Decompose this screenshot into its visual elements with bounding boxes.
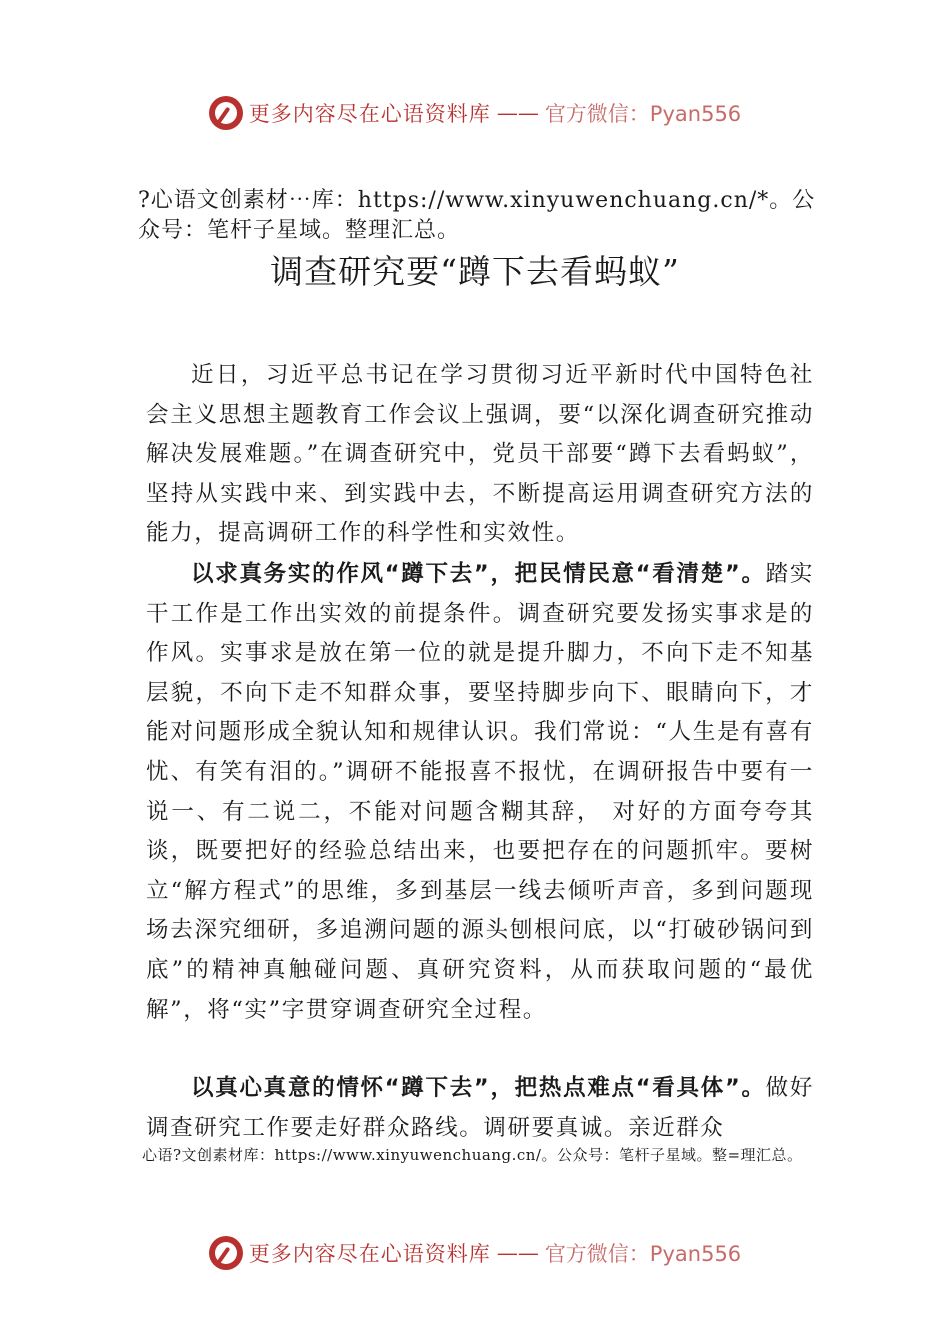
brand-logo-icon: [209, 1236, 243, 1270]
document-title: 调查研究要“蹲下去看蚂蚁”: [270, 252, 680, 291]
section-heading: 以求真务实的作风“蹲下去”，把民情民意“看清楚”。: [191, 561, 766, 587]
section-1: [146, 555, 814, 1030]
banner-text: 更多内容尽在心语资料库: [248, 1242, 491, 1266]
source-note-top: ?心语文创素材⋯库：https://www.xinyuwenchuang.cn/*。公众号：笔杆子星域。整理汇总。: [138, 188, 816, 243]
source-note-bottom: 心语?文创素材库：https://www.xinyuwenchuang.cn/。公众号：笔杆子星域。整=理汇总。: [142, 1146, 803, 1164]
banner-separator: ——: [496, 1241, 539, 1265]
paragraph-intro: [146, 356, 814, 554]
section-2: [146, 1069, 814, 1148]
section-text: 做好调查研究工作要走好群众路线。调研要真诚。亲近群众: [146, 1075, 814, 1141]
paragraph-text: 近日，习近平总书记在学习贯彻习近平新时代中国特色社会主义思想主题教育工作会议上强调，要“以深化调查研究推动解决发展难题。”在调查研究中，党员干部要“蹲下去看蚂蚁”，坚持从实践中来、到实践中去，不断提高运用调查研究方法的能力，提高调研工作的科学性和实效性。: [146, 362, 814, 547]
brand-logo-icon: [209, 96, 243, 130]
footer-banner: [0, 1236, 950, 1270]
banner-wechat: 官方微信：Pyan556: [544, 102, 742, 126]
banner-text: 更多内容尽在心语资料库: [248, 102, 491, 126]
section-text: 踏实干工作是工作出实效的前提条件。调查研究要发扬实事求是的作风。实事求是放在第一位的就是提升脚力，不向下走不知基层貌，不向下走不知群众事，要坚持脚步向下、眼睛向下，才能对问题形成全貌认知和规律认识。我们常说：“人生是有喜有忧、有笑有泪的。”调研不能报喜不报忧，在调研报告中要有一说一、有二说二，不能对问题含糊其辞， 对好的方面夸夸其谈，既要把好的经验总结出来，也要把存在的问题抓牢。要树立“解方程式”的思维，多到基层一线去倾听声音，多到问题现场去深究细研，多追溯问题的源头刨根问底，以“打破砂锅问到底”的精神真触碰问题、真研究资料，从而获取问题的“最优解”，将“实”字贯穿调查研究全过程。: [146, 561, 814, 1023]
section-heading: 以真心真意的情怀“蹲下去”，把热点难点“看具体”。: [191, 1075, 766, 1101]
header-banner: [0, 96, 950, 130]
banner-separator: ——: [496, 101, 539, 125]
banner-wechat: 官方微信：Pyan556: [544, 1242, 742, 1266]
